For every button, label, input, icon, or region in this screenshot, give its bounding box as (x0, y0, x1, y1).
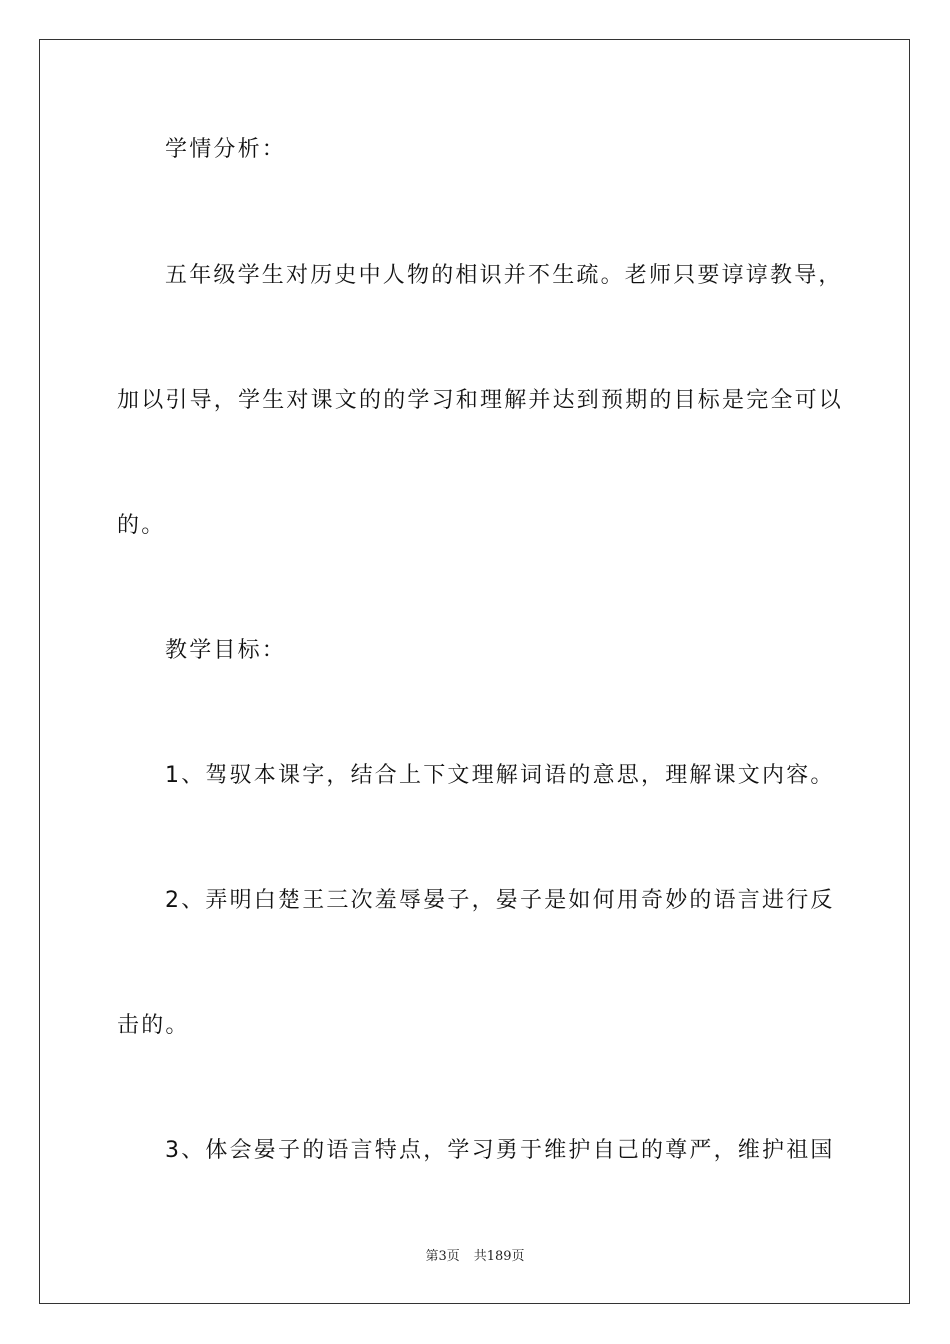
paragraph-line: 五年级学生对历史中人物的相识并不生疏。老师只要谆谆教导， (165, 263, 843, 288)
paragraph-line: 加以引导，学生对课文的的学习和理解并达到预期的目标是完全可以 (117, 388, 844, 413)
page-footer (0, 1248, 950, 1266)
goal-item-1: 1、驾驭本课字，结合上下文理解词语的意思，理解课文内容。 (165, 763, 835, 788)
page-number: 第3页 (425, 1249, 460, 1264)
heading-teaching-goals: 教学目标： (165, 638, 287, 663)
goal-item-2-continued: 击的。 (117, 1013, 190, 1038)
page-border (39, 39, 910, 1304)
total-pages: 共189页 (473, 1249, 525, 1264)
goal-item-2: 2、弄明白楚王三次羞辱晏子，晏子是如何用奇妙的语言进行反 (165, 888, 835, 913)
heading-learning-analysis: 学情分析： (165, 137, 287, 162)
paragraph-line: 的。 (117, 513, 166, 538)
goal-item-3: 3、体会晏子的语言特点，学习勇于维护自己的尊严，维护祖国 (165, 1138, 835, 1163)
